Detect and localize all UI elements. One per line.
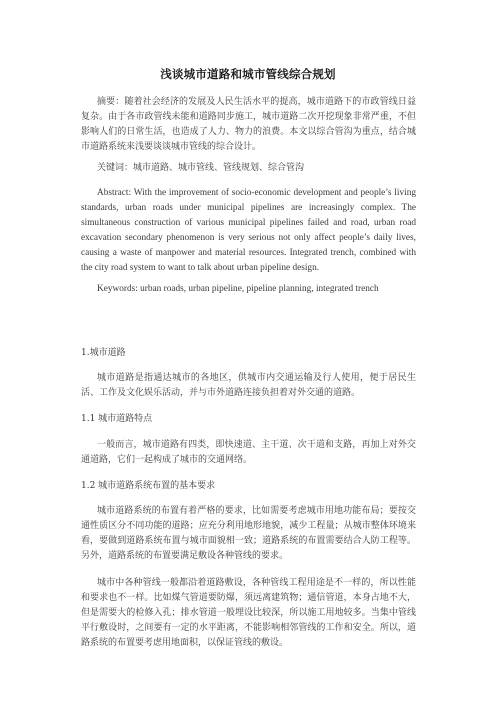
abstract-english: Abstract: With the improvement of socio-economic development and people’s living standards, urban roads under municipal pipelines are increasingly complex. The simultaneous construction of various municipal pipelines failed and road, urban road excavation secondary phenomenon is very serious not only affect people’s daily lives, causing a waste of manpower and material resources. Integrated trench, combined with the city road system to want to talk about urban pipeline design. bbox=[81, 188, 416, 273]
keywords-english: Keywords: urban roads, urban pipeline, pipeline planning, integrated trench bbox=[97, 284, 379, 294]
section-1-2-paragraph-1: 城市道路系统的布置有着严格的要求，比如需要考虑城市用地功能布局；要按交通性质区分不同功能的道路；应充分利用地形地貌，减少工程量；从城市整体环境来看，要做到道路系统布置与城市面貌相一致；道路系统的布置需要结合人防工程等。另外，道路系统的布置要满足敷设各种管线的要求。 bbox=[81, 506, 416, 561]
section-1-heading: 1.城市道路 bbox=[81, 348, 126, 358]
abstract-chinese: 摘要：随着社会经济的发展及人民生活水平的提高，城市道路下的市政管线日益复杂。由于各市政管线未能和道路同步施工，城市道路二次开挖现象非常严重，不但影响人们的日常生活，也造成了人力、物力的浪费。本文以综合管沟为重点，结合城市道路系统来浅要谈谈城市管线的综合设计。 bbox=[81, 97, 416, 152]
section-1-2-paragraph-2: 城市中各种管线一般都沿着道路敷设，各种管线工程用途是不一样的，所以性能和要求也不一样。比如煤气管道要防爆，须远离建筑物；通信管道，本身占地不大，但是需要大的检修入孔；排水管道一般埋设比较深，所以施工用地较多。当集中管线平行敷设时，之间要有一定的水平距离，不能影响相邻管线的工作和安全。所以，道路系统的布置要考虑用地面积，以保证管线的敷设。 bbox=[81, 578, 416, 648]
section-1-1-paragraph: 一般而言，城市道路有四类，即快速道、主干道、次干道和支路，再加上对外交通道路，它们一起构成了城市的交通网络。 bbox=[81, 440, 416, 465]
document-title: 浅谈城市道路和城市管线综合规划 bbox=[160, 67, 336, 81]
section-1-paragraph: 城市道路是指通达城市的各地区，供城市内交通运输及行人使用，便于居民生活、工作及文化娱乐活动，并与市外道路连接负担着对外交通的道路。 bbox=[81, 373, 416, 398]
section-1-1-heading: 1.1 城市道路特点 bbox=[81, 414, 153, 424]
keywords-chinese: 关键词：城市道路、城市管线、管线规划、综合管沟 bbox=[97, 163, 305, 173]
section-1-2-heading: 1.2 城市道路系统布置的基本要求 bbox=[81, 481, 216, 491]
